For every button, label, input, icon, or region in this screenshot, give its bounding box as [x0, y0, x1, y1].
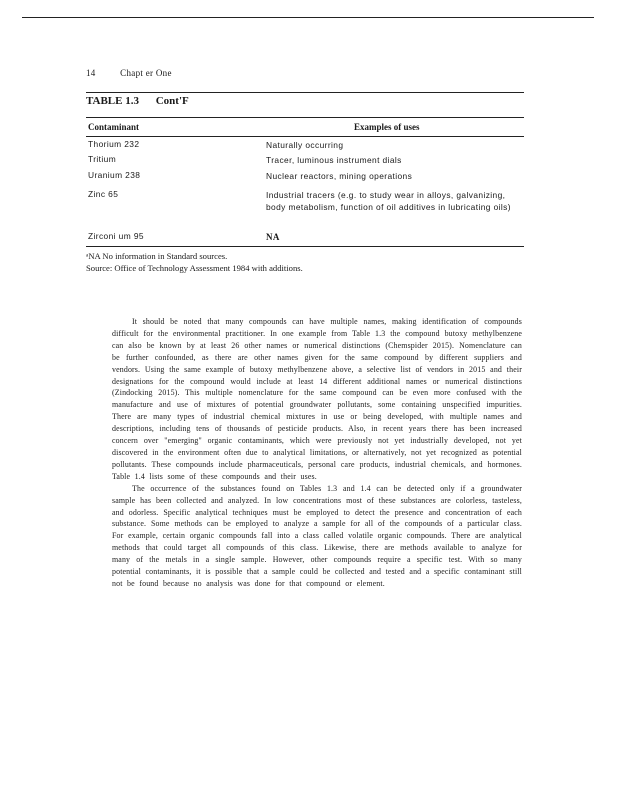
contaminant-uses: Tracer, luminous instrument dials [266, 155, 402, 165]
table-title [86, 95, 189, 107]
page-number: 14 [86, 68, 96, 78]
chapter-title: Chapt er One [120, 68, 172, 78]
running-header [86, 68, 172, 78]
footnote-na: ᵃNA No information in Standard sources. [86, 251, 228, 261]
table-header-rule-bottom [86, 136, 524, 137]
top-rule [22, 17, 594, 18]
column-header-examples: Examples of uses [354, 122, 420, 132]
contaminant-uses: Naturally occurring [266, 140, 344, 150]
contaminant-uses: NA [266, 232, 280, 242]
paragraph: It should be noted that many compounds can have multiple names, making identification of compounds difficult for the environmental practitioner. In one example from Table 1.3 the compound butoxy methylbenzene can also be known by at least 26 other names or numerical distinctions (Chemspider 2015). Nomenclature can be further confounded, as there are other names given for the same compound by different suppliers and vendors. Using the same example of butoxy methylbenzene above, a selective list of vendors in 2015 and their designations for the compound would include at least 14 different additional names or numerical distinctions (Zindocking 2015). This multiple nomenclature for the same compound can be even more confused with the manufacture and use of mixtures of potential groundwater pollutants, some containing unspecified impurities. There are many types of industrial chemical mixtures in use or being developed, with multiple names and descriptions, including tens of thousands of pesticide products. Also, in recent years there has been increased concern over "emerging" organic contaminants, which were previously not yet industrially developed, not yet discovered in the environment often due to analytical limitations, or alternatively, not yet recognized as potential pollutants. These compounds include pharmaceuticals, personal care products, industrial chemicals, and hormones. Table 1.4 lists some of these compounds and their uses. [112, 317, 522, 481]
table-number: TABLE 1.3 [86, 95, 139, 107]
column-header-contaminant: Contaminant [88, 122, 140, 132]
paragraph: The occurrence of the substances found on Tables 1.3 and 1.4 can be detected only if a groundwater sample has been collected and analyzed. In low concentrations most of these substances are colorless, tasteless, and odorless. Specific analytical techniques must be employed to detect the presence and concentration of each substance. Some methods can be employed to analyze a sample for all of the compounds of a particular class. For example, certain organic compounds fall into a class called volatile organic compounds. There are analytical methods that could target all compounds of this class. Likewise, there are methods available to analyze for many of the metals in a single sample. However, other compounds require a specific test. With so many potential contaminants, it is possible that a sample could be collected and tested and a specific contaminant still not be found because no analysis was done for that compound or element. [112, 483, 522, 588]
contaminant-uses: Nuclear reactors, mining operations [266, 171, 413, 181]
contaminant-name: Tritium [88, 154, 117, 164]
body-text [112, 316, 522, 590]
contaminant-name: Uranium 238 [88, 170, 141, 180]
contaminant-name: Thorium 232 [88, 139, 140, 149]
table-bottom-rule [86, 246, 524, 247]
contaminant-name: Zirconi um 95 [88, 231, 144, 241]
table-top-rule [86, 92, 524, 93]
contaminant-name: Zinc 65 [88, 189, 119, 199]
table-source: Source: Office of Technology Assessment 1984 with additions. [86, 263, 303, 274]
table-footnotes [86, 250, 524, 275]
table-continued: Cont'F [155, 95, 189, 107]
contaminant-uses: Industrial tracers (e.g. to study wear in alloys, galvanizing, body metabolism, function of oil additives in lubricating oils) [266, 190, 511, 213]
table-header-rule-top [86, 117, 524, 118]
